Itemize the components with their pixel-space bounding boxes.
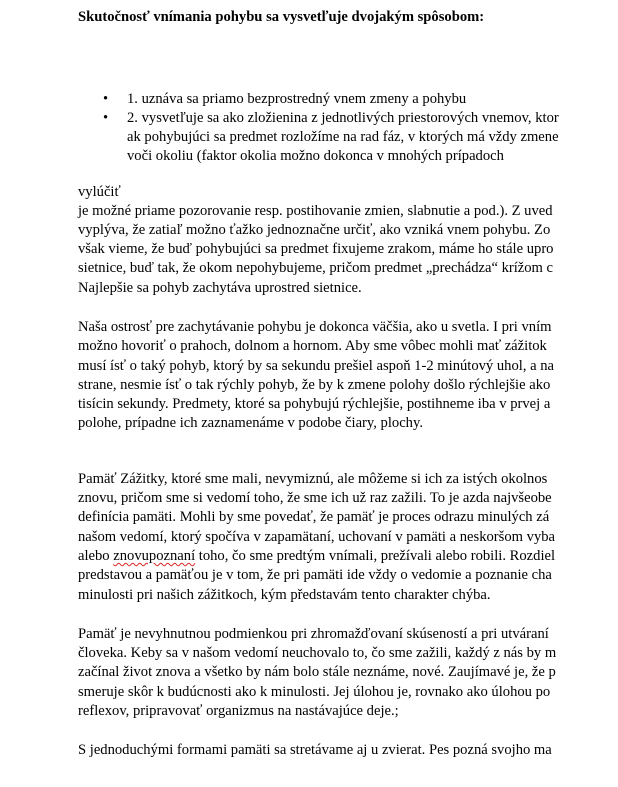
text-line: možno hovoriť o prahoch, dolnom a hornom. Aby sme vôbec mohli mať zážitok — [78, 338, 547, 354]
text-run: alebo — [78, 548, 114, 564]
text-line: tisícin sekundy. Predmety, ktoré sa pohybujú rýchlejšie, postihneme iba v prvej a — [78, 396, 551, 412]
text-line: strane, nesmie ísť o tak rýchly pohyb, že by k zmene polohy došlo rýchlejšie ako — [78, 377, 551, 393]
text-line: Pamäť Zážitky, ktoré sme mali, nevymiznú, ale môžeme si ich za istých okolnos — [78, 471, 548, 487]
bullet-line: voči okoliu (faktor okolia možno dokonca v mnohých prípadoch — [127, 148, 504, 164]
text-line: začínal život znova a všetko by nám bolo stále neznáme, nové. Zaujímavé je, že p — [78, 664, 556, 680]
text-line: minulosti pri našich zážitkoch, kým představám tento charakter chýba. — [78, 587, 491, 603]
text-line: vyplýva, že zatiaľ možno ťažko jednoznačne určiť, ako vzniká vnem pohybu. Zo — [78, 222, 551, 238]
text-line: však vieme, že buď pohybujúci sa predmet fixujeme zrakom, máme ho stále upro — [78, 241, 554, 257]
text-line: Naša ostrosť pre zachytávanie pohybu je dokonca väčšia, ako u svetla. I pri vním — [78, 319, 552, 335]
text-line: polohe, prípadne ich zaznamenáme v podobe čiary, plochy. — [78, 415, 423, 431]
text-line: sietnice, buď tak, že okom nepohybujeme, pričom predmet „prechádza“ krížom c — [78, 260, 554, 276]
text-line: našom vedomí, ktorý spočíva v zapamätaní, uchovaní v pamäti a neskoršom vyba — [78, 529, 556, 545]
bullet-marker: • — [103, 110, 109, 126]
text-line: musí ísť o taký pohyb, ktorý by sa sekundu prešiel aspoň 1-2 minútový uhol, a na — [78, 358, 555, 374]
text-line: reflexov, pripravovať organizmus na nastávajúce deje.; — [78, 703, 399, 719]
text-line: znovu, pričom sme si vedomí toho, že sme ich už raz zažili. To je azda najvšeobe — [78, 490, 552, 506]
section-heading: Skutočnosť vnímania pohybu sa vysvetľuje dvojakým spôsobom: — [78, 9, 485, 25]
text-line — [78, 547, 555, 566]
text-line: S jednoduchými formami pamäti sa stretávame aj u zvierat. Pes pozná svojho ma — [78, 742, 552, 758]
bullet-line: ak pohybujúci sa predmet rozložíme na rad fáz, v ktorých má vždy zmene — [127, 129, 559, 145]
text-line: Najlepšie sa pohyb zachytáva uprostred sietnice. — [78, 280, 362, 296]
text-line: vylúčiť — [78, 184, 121, 200]
bullet-line: 1. uznáva sa priamo bezprostredný vnem zmeny a pohybu — [127, 91, 467, 107]
text-line: predstavou a pamäťou je v tom, že pri pamäti ide vždy o vedomie a poznanie cha — [78, 567, 552, 583]
text-line: je možné priame pozorovanie resp. postihovanie zmien, slabnutie a pod.). Z uved — [78, 203, 553, 219]
spellcheck-flagged-word: znovupoznaní — [113, 548, 196, 564]
text-line: smeruje skôr k budúcnosti ako k minulosti. Jej úlohou je, rovnako ako úlohou po — [78, 684, 551, 700]
bullet-marker: • — [103, 91, 109, 107]
text-run: toho, čo sme predtým vnímali, prežívali alebo robili. Rozdiel — [195, 548, 556, 564]
text-line: človeka. Keby sa v našom vedomí neuchovalo to, čo sme zažili, každý z nás by m — [78, 645, 557, 661]
bullet-line: 2. vysvetľuje sa ako zložienina z jednotlivých priestorových vnemov, ktor — [127, 110, 559, 126]
text-line: definícia pamäti. Mohli by sme povedať, že pamäť je proces odrazu minulých zá — [78, 509, 550, 525]
text-line: Pamäť je nevyhnutnou podmienkou pri zhromažďovaní skúseností a pri utváraní — [78, 626, 549, 642]
